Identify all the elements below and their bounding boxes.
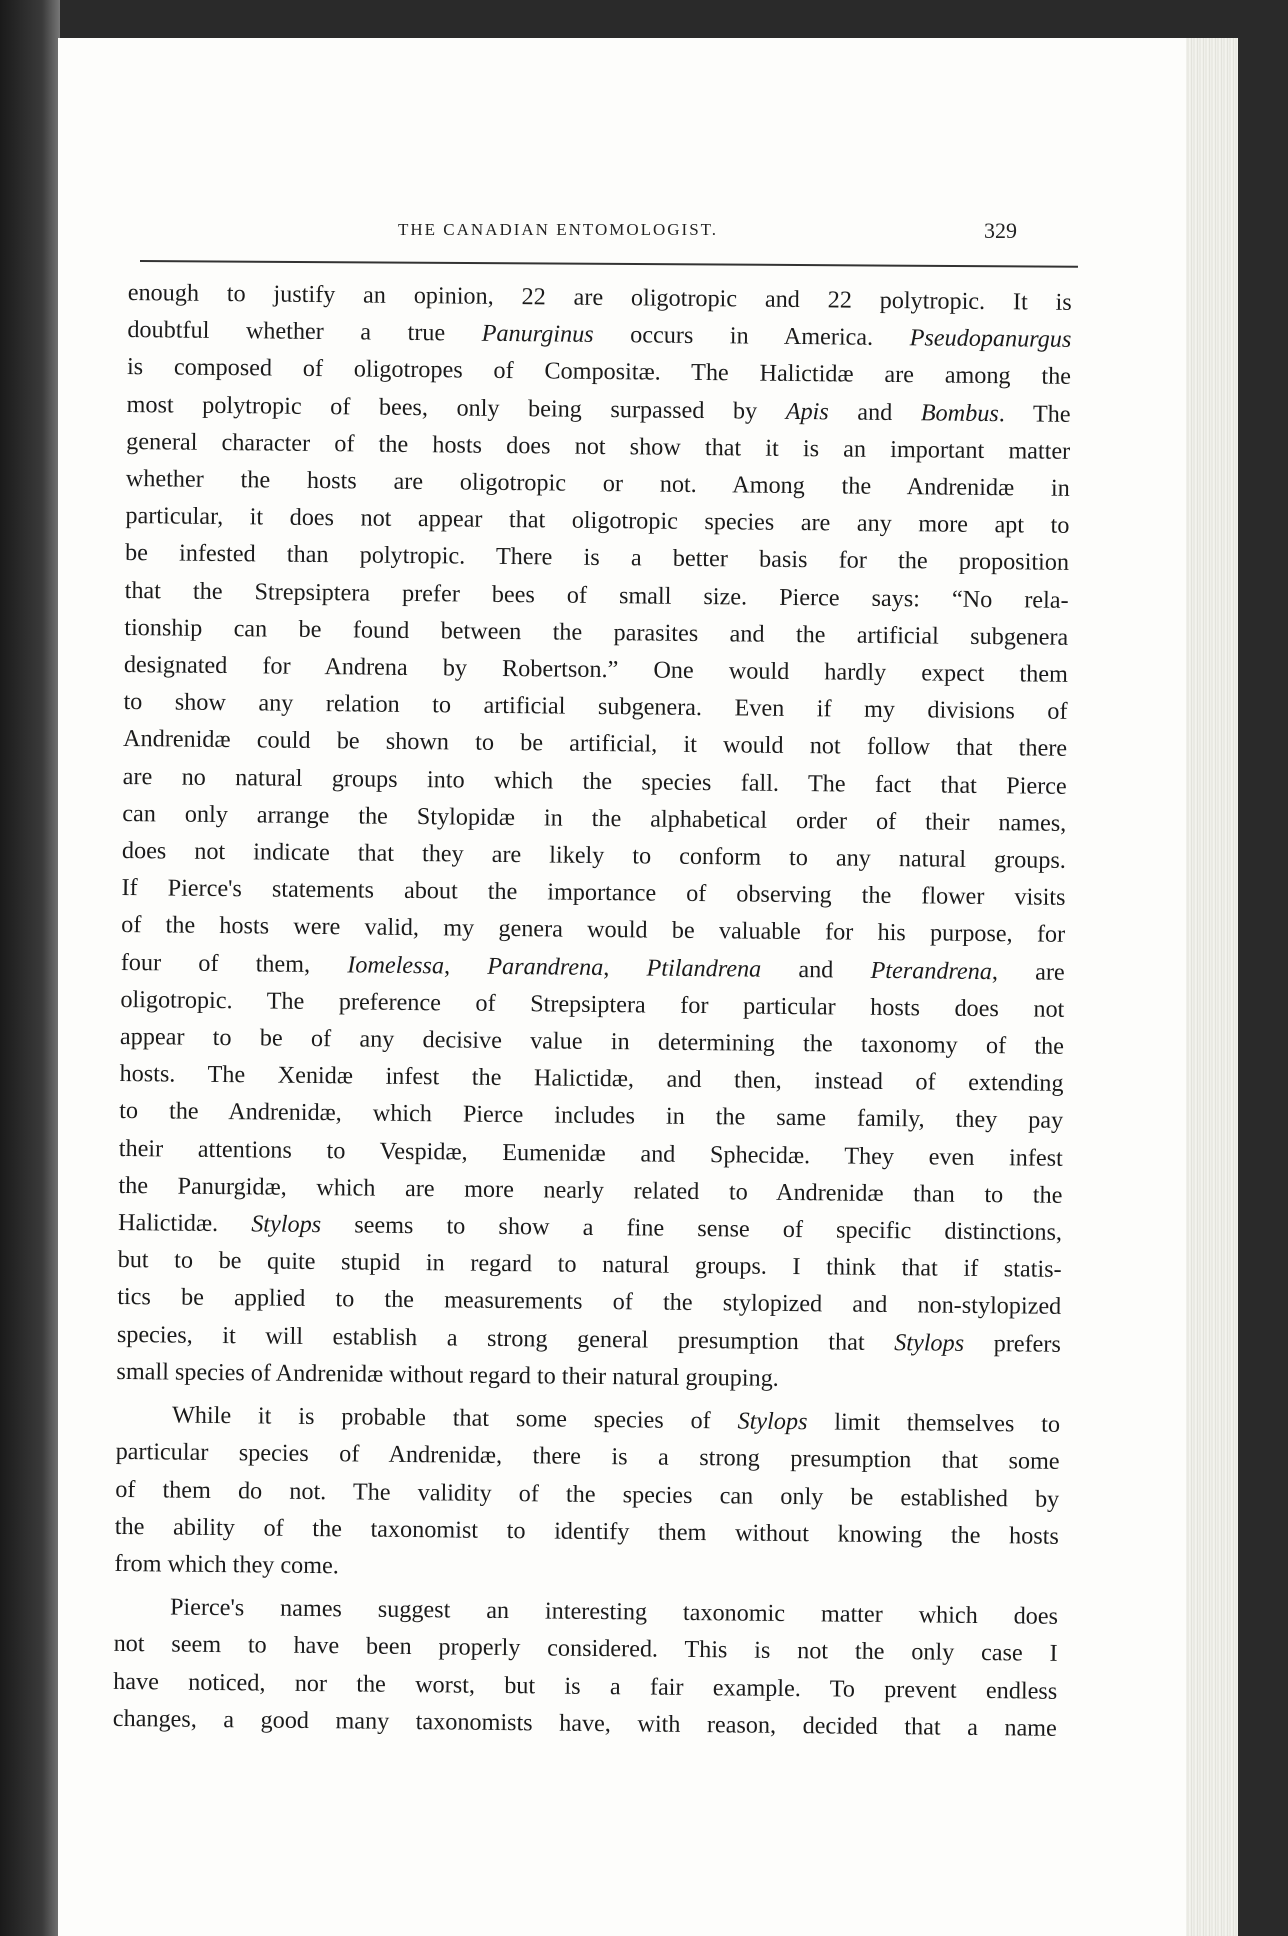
text-line: tics be applied to the measurements of the stylopized and non-stylopized [117,1283,1062,1321]
text-line: particular, it does not appear that oligotropic species are any more apt to [125,502,1070,540]
genus-name: Panurginus [481,319,594,349]
text-line: appear to be of any decisive value in determining the taxonomy of the [119,1023,1065,1060]
genus-name: Apis [785,397,829,425]
text-line: changes, a good many taxonomists have, with reason, decided that a name [112,1704,1057,1742]
text-line: from which they come. [114,1549,339,1580]
text-line: While it is probable that some species of Stylops limit themselves to [171,1401,1061,1438]
text-line: Halictidæ. Stylops seems to show a fine sense of specific distinctions, [117,1209,1063,1246]
page-edge-stack [1186,38,1238,1936]
text-line: hosts. The Xenidæ infest the Halictidæ, and then, instead of extending [119,1060,1064,1098]
genus-name: Ptilandrena [646,954,762,983]
text-line: enough to justify an opinion, 22 are oligotropic and 22 polytropic. It is [127,278,1072,316]
text-line: the Panurgidæ, which are more nearly related to Andrenidæ than to the [118,1171,1063,1209]
text-line: whether the hosts are oligotropic or not. Among the Andrenidæ in [125,465,1070,502]
text-line: be infested than polytropic. There is a better basis for the proposition [124,539,1070,577]
running-head: THE CANADIAN ENTOMOLOGIST. [398,220,719,239]
genus-name: Pseudopanurgus [909,324,1072,354]
text-line: general character of the hosts does not show that it is an important matter [126,427,1071,465]
text-line: doubtful whether a true Panurginus occurs in America. Pseudopanurgus [127,316,1072,354]
genus-name: Stylops [737,1407,808,1436]
text-line: can only arrange the Stylopidæ in the alphabetical order of their names, [122,799,1067,837]
text-line: four of them, Iomelessa, Parandrena, Ptilandrena and Pterandrena, are [120,948,1065,986]
body-text [113,274,1072,1747]
text-line: are no natural groups into which the species fall. The fact that Pierce [122,762,1067,800]
genus-name: Parandrena [487,952,604,981]
header-rule [140,260,1078,268]
text-line: species, it will establish a strong general presumption that Stylops prefers [116,1320,1061,1358]
text-line: Pierce's names suggest an interesting taxonomic matter which does [169,1593,1059,1630]
genus-name: Iomelessa [347,950,445,980]
text-line: If Pierce's statements about the importance of observing the flower visits [121,874,1066,912]
text-line: particular species of Andrenidæ, there is a strong presumption that some [115,1438,1060,1476]
page-number: 329 [984,218,1017,243]
text-line: not seem to have been properly considered. This is not the only case I [113,1630,1058,1668]
text-line: does not indicate that they are likely to conform to any natural groups. [121,837,1067,874]
text-line: that the Strepsiptera prefer bees of small size. Pierce says: “No rela- [124,576,1069,614]
text-line: their attentions to Vespidæ, Eumenidæ and Sphecidæ. They even infest [118,1134,1063,1172]
paragraph-3 [113,1588,1059,1747]
text-line: of them do not. The validity of the species can only be established by [115,1475,1060,1513]
genus-name: Pterandrena [870,956,993,985]
text-line: have noticed, nor the worst, but is a fair example. To prevent endless [113,1667,1058,1705]
text-line: to the Andrenidæ, which Pierce includes in the same family, they pay [119,1097,1064,1135]
paragraph-1 [116,274,1072,1400]
text-line: the ability of the taxonomist to identify them without knowing the hosts [114,1512,1059,1550]
text-line: but to be quite stupid in regard to natural groups. I think that if statis- [117,1246,1062,1284]
genus-name: Stylops [894,1328,965,1357]
genus-name: Stylops [251,1210,322,1239]
text-line: most polytropic of bees, only being surpassed by Apis and Bombus. The [126,390,1071,428]
paragraph-2 [114,1396,1060,1592]
text-line: oligotropic. The preference of Strepsiptera for particular hosts does not [120,985,1065,1023]
text-line: of the hosts were valid, my genera would be valuable for his purpose, for [121,911,1066,949]
page-header [140,218,1060,258]
scan-background-left [0,0,60,1936]
text-line: designated for Andrena by Robertson.” One would hardly expect them [123,651,1069,688]
text-line: small species of Andrenidæ without regard to their natural grouping. [116,1357,779,1392]
genus-name: Bombus [920,398,999,427]
text-line: is composed of oligotropes of Compositæ. The Halictidæ are among the [126,353,1072,391]
book-page [58,38,1238,1936]
text-line: to show any relation to artificial subgenera. Even if my divisions of [123,688,1068,726]
text-line: Andrenidæ could be shown to be artificial, it would not follow that there [122,725,1068,763]
text-line: tionship can be found between the parasites and the artificial subgenera [124,613,1069,651]
